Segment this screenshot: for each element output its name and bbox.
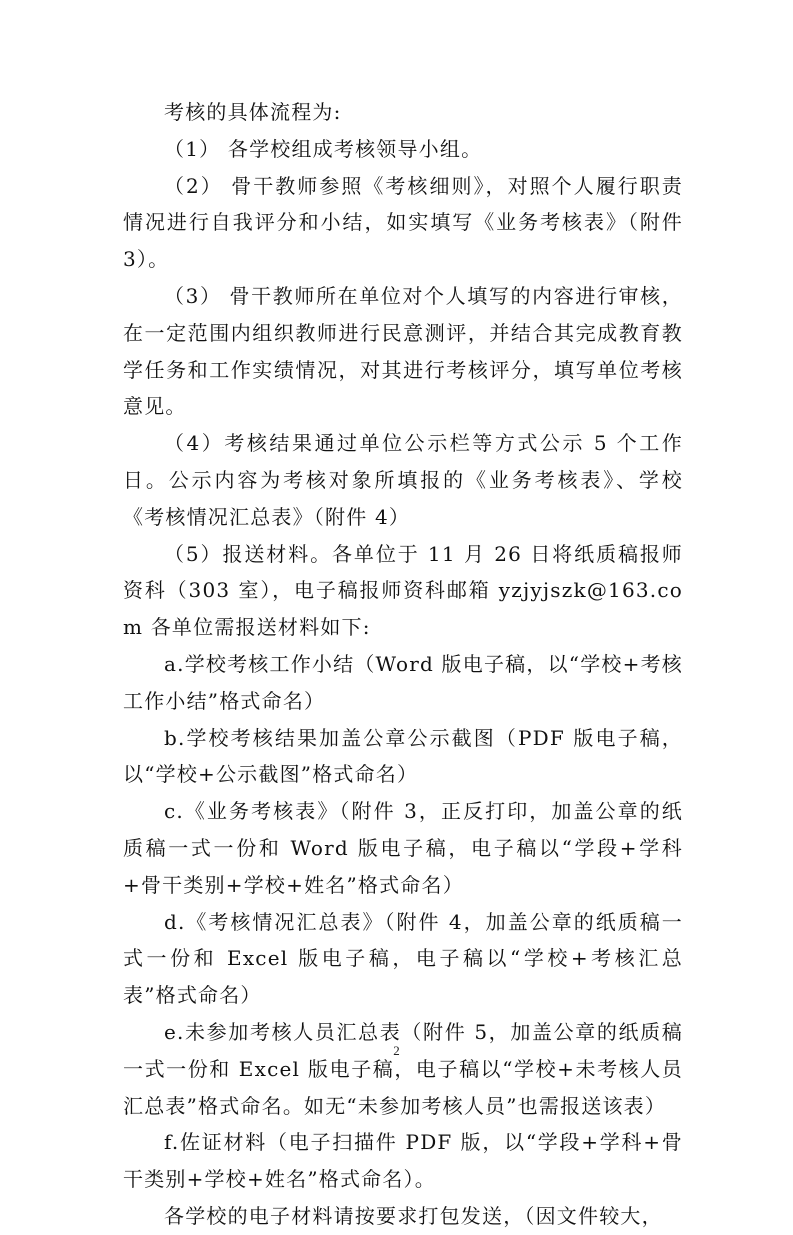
paragraph-step-1: （1） 各学校组成考核领导小组。 [164, 136, 483, 161]
paragraph-step-2: （2） 骨干教师参照《考核细则》，对照个人履行职责情况进行自我评分和小结，如实填写《业务考核表》（附件 3）。 [123, 173, 683, 272]
paragraph-item-a: a.学校考核工作小结（Word 版电子稿，以“学校+考核工作小结”格式命名） [123, 651, 683, 713]
paragraph-item-e: e.未参加考核人员汇总表（附件 5，加盖公章的纸质稿一式一份和 Excel 版电子稿，电子稿以“学校+未考核人员汇总表”格式命名。如无“未参加考核人员”也需报送该表） [123, 1019, 683, 1118]
paragraph-step-4: （4）考核结果通过单位公示栏等方式公示 5 个工作日。公示内容为考核对象所填报的《业务考核表》、学校《考核情况汇总表》（附件 4） [123, 431, 683, 529]
document-body [123, 94, 683, 1235]
page-number: 2 [393, 1043, 400, 1058]
paragraph-item-b: b.学校考核结果加盖公章公示截图（PDF 版电子稿，以“学校+公示截图”格式命名） [123, 725, 683, 787]
paragraph-item-d: d.《考核情况汇总表》（附件 4，加盖公章的纸质稿一式一份和 Excel 版电子稿，电子稿以“学校+考核汇总表”格式命名） [123, 909, 683, 1008]
paragraph-item-c: c.《业务考核表》（附件 3，正反打印，加盖公章的纸质稿一式一份和 Word 版电子稿，电子稿以“学段+学科+骨干类别+学校+姓名”格式命名） [123, 799, 683, 897]
paragraph-packaging: 各学校的电子材料请按要求打包发送，（因文件较大， [164, 1203, 663, 1228]
paragraph-intro: 考核的具体流程为: [164, 100, 342, 124]
paragraph-item-f: f.佐证材料（电子扫描件 PDF 版，以“学段+学科+骨干类别+学校+姓名”格式命名）。 [123, 1130, 683, 1192]
paragraph-step-3: （3） 骨干教师所在单位对个人填写的内容进行审核，在一定范围内组织教师进行民意测评，并结合其完成教育教学任务和工作实绩情况，对其进行考核评分，填写单位考核意见。 [123, 283, 683, 419]
paragraph-step-5: （5）报送材料。各单位于 11 月 26 日将纸质稿报师资科（303 室），电子稿报师资科邮箱 yzjyjszk@163.com 各单位需报送材料如下: [123, 541, 683, 640]
